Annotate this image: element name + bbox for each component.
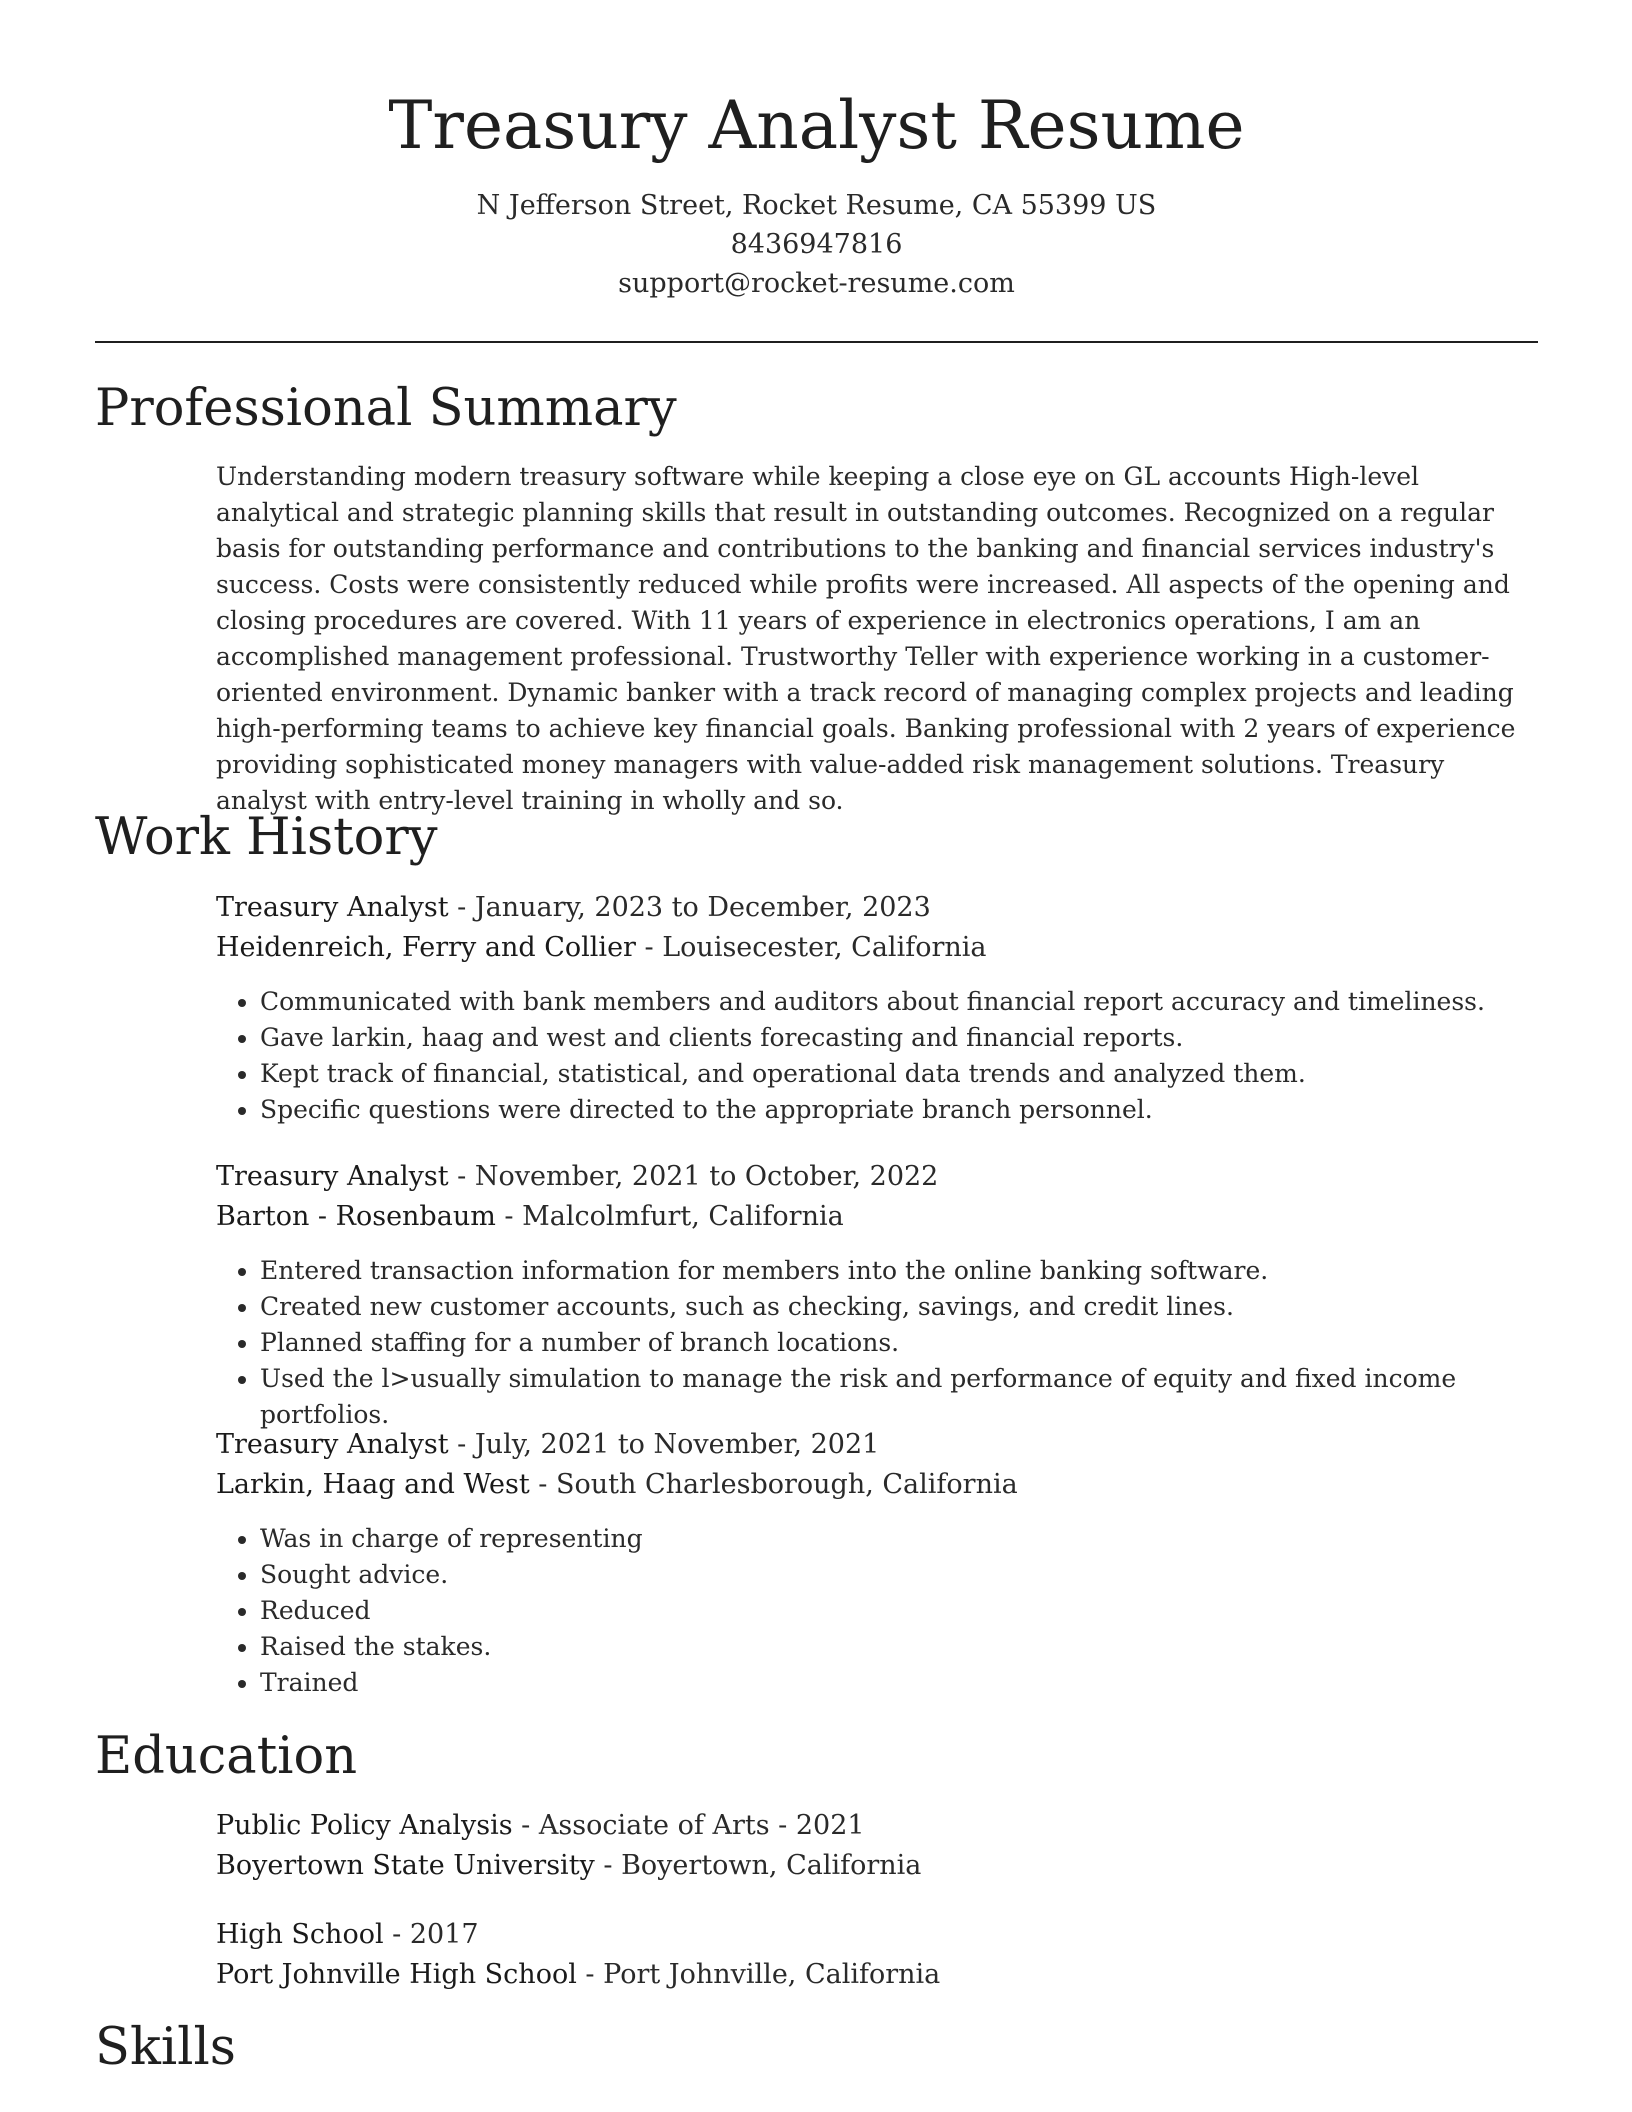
section-title-summary: Professional Summary <box>95 379 677 438</box>
job-company-line <box>216 1465 1538 1505</box>
list-item: • Gave larkin, haag and west and clients forecasting and financial reports. <box>260 1020 1538 1056</box>
education-degree-year: - 2017 <box>383 1919 479 1950</box>
job-title: Treasury Analyst <box>216 1161 449 1192</box>
education-degree-year: - Associate of Arts - 2021 <box>512 1810 865 1841</box>
job-entry <box>216 1425 1538 1701</box>
job-bullets <box>216 984 1538 1128</box>
job-title-line <box>216 1425 1538 1465</box>
job-bullets <box>216 1253 1538 1433</box>
section-title-skills: Skills <box>95 2018 236 2077</box>
list-item: • Planned staffing for a number of branch locations. <box>260 1325 1538 1361</box>
resume-header <box>95 86 1538 303</box>
list-item: • Entered transaction information for members into the online banking software. <box>260 1253 1538 1289</box>
list-item: • Trained <box>260 1665 1538 1701</box>
job-company: Heidenreich, Ferry and Collier <box>216 932 636 963</box>
list-item: • Reduced <box>260 1593 1538 1629</box>
summary-text: Understanding modern treasury software while keeping a close eye on GL accounts High-level analytical and strategic planning skills that result in outstanding outcomes. Recognized on a regular basis for outstanding performance and contributions to the banking and financial services industry's success. Costs were consistently reduced while profits were increased. All aspects of the opening and closing procedures are covered. With 11 years of experience in electronics operations, I am an accomplished management professional. Trustworthy Teller with experience working in a customer-oriented environment. Dynamic banker with a track record of managing complex projects and leading high-performing teams to achieve key financial goals. Banking professional with 2 years of experience providing sophisticated money managers with value-added risk management solutions. Treasury analyst with entry-level training in wholly and so. <box>216 462 1516 815</box>
contact-phone: 8436947816 <box>730 229 903 260</box>
list-item: • Sought advice. <box>260 1557 1538 1593</box>
education-degree-line <box>216 1915 1538 1955</box>
list-item: • Communicated with bank members and auditors about financial report accuracy and timeliness. <box>260 984 1538 1020</box>
job-company-line <box>216 1197 1538 1237</box>
job-dates: - November, 2021 to October, 2022 <box>448 1161 939 1192</box>
job-location: - Malcolmfurt, California <box>495 1201 844 1232</box>
list-item: • Was in charge of representing <box>260 1521 1538 1557</box>
header-divider <box>95 341 1538 343</box>
job-company: Barton - Rosenbaum <box>216 1201 496 1232</box>
education-location: - Boyertown, California <box>594 1850 922 1881</box>
education-entry <box>216 1915 1538 1995</box>
job-dates: - January, 2023 to December, 2023 <box>448 892 931 923</box>
job-location: - Louisecester, California <box>635 932 987 963</box>
education-school-line <box>216 1955 1538 1995</box>
contact-email: support@rocket-resume.com <box>618 268 1015 299</box>
section-title-work-history: Work History <box>95 808 438 867</box>
resume-title: Treasury Analyst Resume <box>388 87 1245 164</box>
education-school: Boyertown State University <box>216 1850 595 1881</box>
job-bullets <box>216 1521 1538 1701</box>
list-item: • Raised the stakes. <box>260 1629 1538 1665</box>
contact-block <box>95 186 1538 303</box>
job-entry <box>216 1157 1538 1433</box>
job-company: Larkin, Haag and West <box>216 1469 530 1500</box>
job-entry <box>216 888 1538 1128</box>
job-title-line <box>216 888 1538 928</box>
job-location: - South Charlesborough, California <box>529 1469 1018 1500</box>
contact-address: N Jefferson Street, Rocket Resume, CA 55399 US <box>476 190 1157 221</box>
education-school: Port Johnville High School <box>216 1959 577 1990</box>
job-title: Treasury Analyst <box>216 892 449 923</box>
education-entry <box>216 1806 1538 1886</box>
job-title-line <box>216 1157 1538 1197</box>
list-item: • Used the l>usually simulation to manage the risk and performance of equity and fixed income portfolios. <box>260 1361 1538 1433</box>
job-title: Treasury Analyst <box>216 1429 449 1460</box>
list-item: • Specific questions were directed to the appropriate branch personnel. <box>260 1092 1538 1128</box>
education-degree-line <box>216 1806 1538 1846</box>
education-location: - Port Johnville, California <box>576 1959 941 1990</box>
education-field: Public Policy Analysis <box>216 1810 513 1841</box>
education-school-line <box>216 1846 1538 1886</box>
job-company-line <box>216 928 1538 968</box>
list-item: • Created new customer accounts, such as checking, savings, and credit lines. <box>260 1289 1538 1325</box>
education-field: High School <box>216 1919 384 1950</box>
job-dates: - July, 2021 to November, 2021 <box>448 1429 880 1460</box>
list-item: • Kept track of financial, statistical, and operational data trends and analyzed them. <box>260 1056 1538 1092</box>
section-title-education: Education <box>95 1727 358 1786</box>
